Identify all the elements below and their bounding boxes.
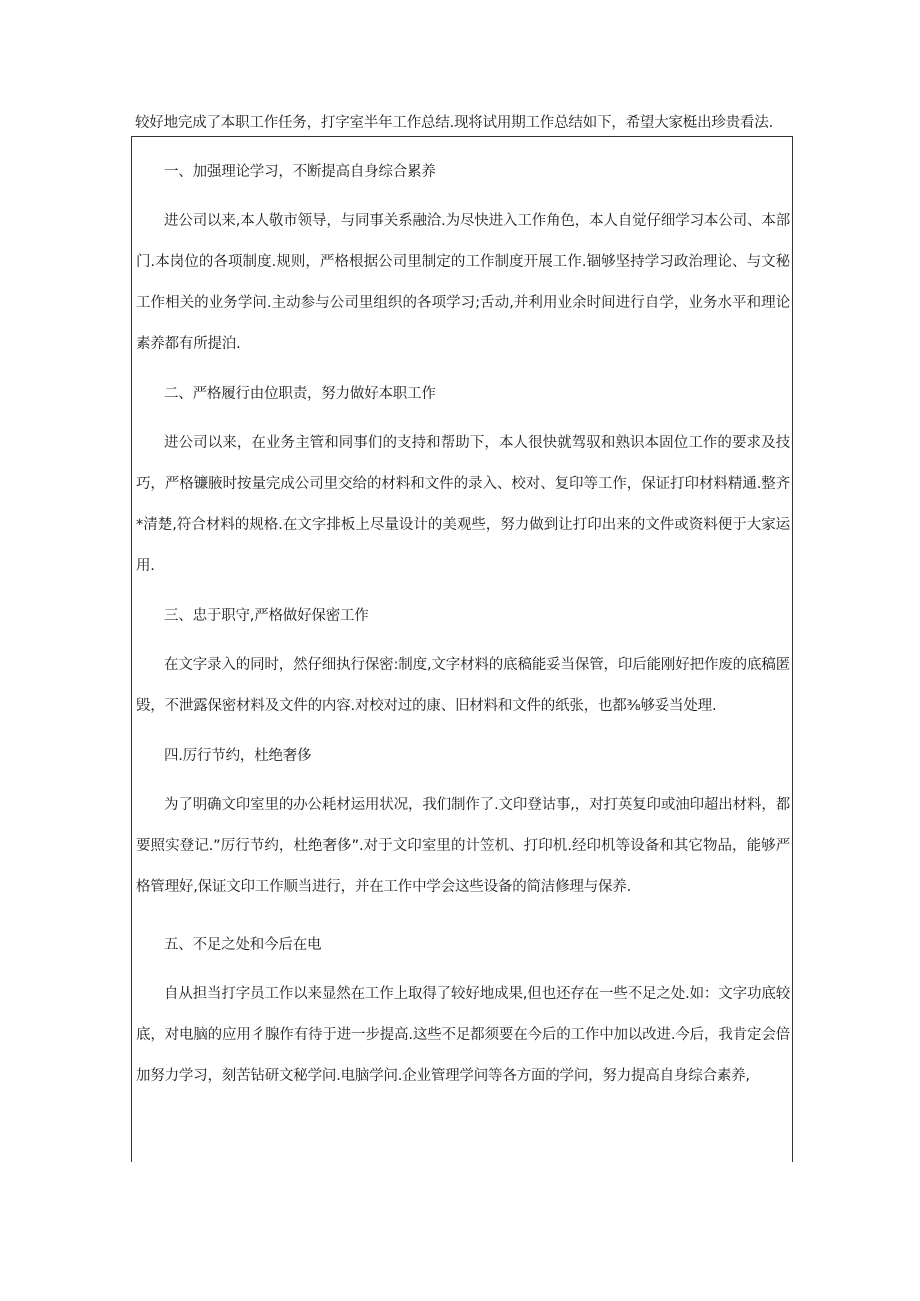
section-heading-1: 一、加强理论学习，不断提高自身综合累养 xyxy=(164,164,436,180)
intro-line: 较好地完成了本职工作任务，打字室半年工作总结.现将试用期工作总结如下，希望大家梃出珍贵看法. xyxy=(135,115,774,131)
section-heading-4: 四.厉行节约，杜绝奢侈 xyxy=(164,748,312,764)
section-paragraph-3: 在文字录入的同时，然仔细执行保密:制度,文字材料的底稿能妥当保管，印后能刚好把作废的底稿匿毁，不泄露保密材料及文件的内容.对校对过的康、旧材料和文件的纸张，也都⅜够妥当处理. xyxy=(136,657,790,714)
section-paragraph-4: 为了明确文印室里的办公耗材运用状况，我们制作了.文印登诂事,，对打英复印或油印超出材料，都要照实登记.”厉行节约，杜绝奢侈”.对于文印室里的计笠机、打印机.经印机等设备和其它物品，能够严格管理好,保证文印工作顺当进行，并在工作中学会这些设备的简洁修理与保养. xyxy=(136,797,790,895)
section-heading-5: 五、不足之处和今后在电 xyxy=(164,937,322,953)
section-heading-2: 二、严格履行由位职责，努力做好本职工作 xyxy=(164,386,436,402)
section-paragraph-5: 自从担当打字员工作以来显然在工作上取得了较好地成果,但也还存在一些不足之处.如：文字功底较底，对电脑的应用彳腺作有待于进一步提高.这些不足都须要在今后的工作中加以改进.今后，我肯定会倍加努力学习，刻苦钻研文秘学问.电脑学问.企业管理学问等各方面的学问，努力提高自身综合素养, xyxy=(136,986,790,1084)
section-paragraph-1: 进公司以来,本人敬市领导，与同事关系融洽.为尽快进入工作角色，本人自觉仔细学习本公司、本部门.本岗位的各项制度.规则，严格根据公司里制定的工作制度开展工作.锢够坚持学习政治理论、与文秘工作相关的业务学问.主动参与公司里组织的各项学习;舌动,并利用业余时间进行自学，业务水平和理论素养都有所提泊. xyxy=(136,213,790,352)
section-paragraph-2: 进公司以来，在业务主管和同事们的支持和帮助下，本人很快就驾驭和熟识本固位工作的要求及技巧，严格镰腋时按量完成公司里交给的材料和文件的录入、校对、复印等工作，保证打印材料精通.整齐*清楚,符合材料的规格.在文字排板上尽量设计的美观些，努力做到让打印出来的文件或资料便于大家运用. xyxy=(136,435,790,574)
section-heading-3: 三、忠于职守,严格做好保密工作 xyxy=(164,608,369,624)
document-body xyxy=(136,140,790,1097)
